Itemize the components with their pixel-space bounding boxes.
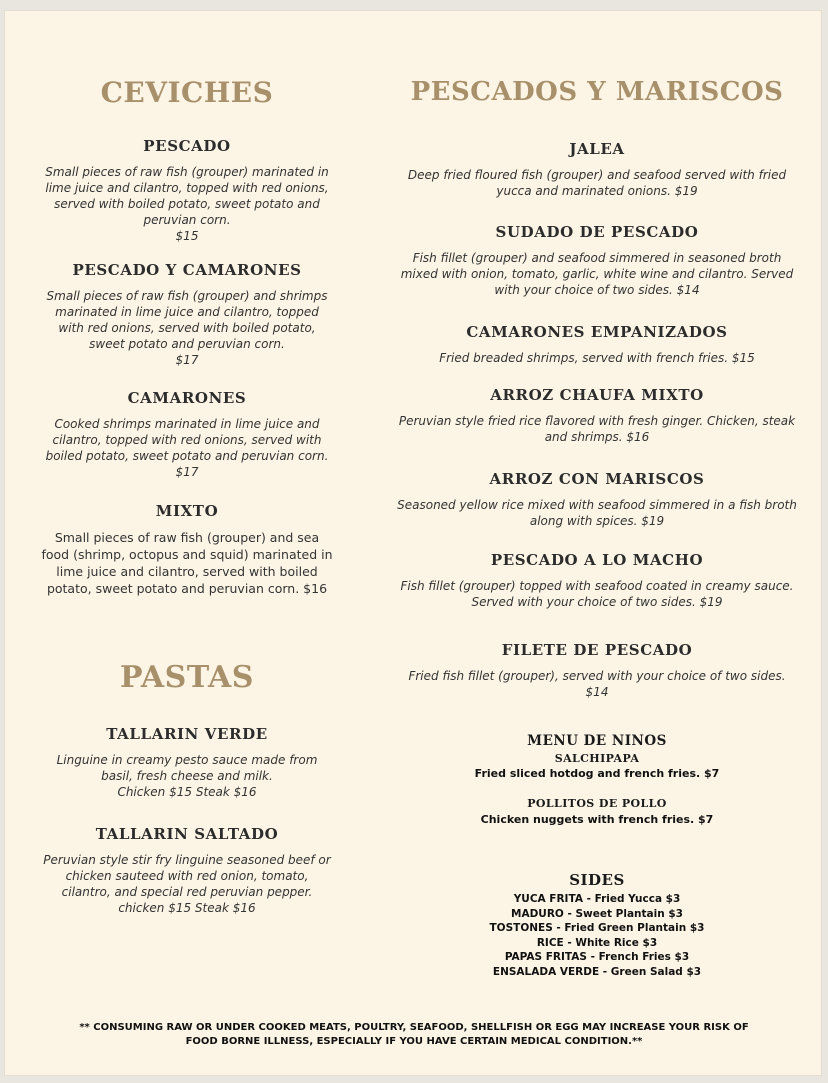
ceviches-title: CEVICHES [100,76,274,109]
menu-item-arroz-con-mariscos [397,472,797,529]
sides-list [397,892,797,979]
item-description: Fried fish fillet (grouper), served with your choice of two sides. [408,669,786,683]
item-name: PESCADO [143,137,231,155]
pastas-title: PASTAS [120,660,254,695]
item-name: PESCADO A LO MACHO [490,551,704,569]
menu-page [4,10,822,1076]
kids-item-name: POLLITOS DE POLLO [527,797,667,810]
kids-menu-title: MENU DE NINOS [527,733,667,749]
item-description: Fish fillet (grouper) and seafood simmered in seasoned broth mixed with onion, tomato, garlic, white wine and cilantro. Served with your choice of two sides. $14 [400,251,794,297]
side-item: RICE - White Rice $3 [536,936,658,949]
item-description: Small pieces of raw fish (grouper) and sea food (shrimp, octopus and squid) marinated in lime juice and cilantro, served with boiled potato, sweet potato and peruvian corn. $16 [41,530,333,596]
menu-item-pescado [41,139,333,244]
item-description: Small pieces of raw fish (grouper) and shrimps marinated in lime juice and cilantro, topped with red onions, served with boiled potato, sweet potato and peruvian corn. [46,289,328,351]
menu-item-mixto [41,504,333,597]
menu-item-sudado-de-pescado [397,225,797,298]
item-name: CAMARONES EMPANIZADOS [466,323,728,341]
disclaimer [25,1021,803,1049]
ceviches-section [41,76,333,109]
side-item: MADURO - Sweet Plantain $3 [511,907,683,920]
kids-menu-section [397,733,797,827]
sides-title: SIDES [569,871,625,889]
menu-item-filete-de-pescado [397,643,797,700]
pastas-section [41,660,333,695]
menu-item-camarones [41,391,333,480]
menu-item-pescado-y-camarones [41,263,333,368]
item-name: FILETE DE PESCADO [501,641,693,659]
item-name: TALLARIN SALTADO [95,825,279,843]
item-name: PESCADO Y CAMARONES [72,261,302,279]
menu-item-pescado-a-lo-macho [397,553,797,610]
item-description: Peruvian style fried rice flavored with fresh ginger. Chicken, steak and shrimps. $16 [398,414,796,444]
kids-item-description: Fried sliced hotdog and french fries. $7 [474,767,720,780]
item-price: chicken $15 Steak $16 [118,901,256,915]
kids-item-name: SALCHIPAPA [554,752,640,765]
menu-item-tallarin-verde [41,727,333,800]
item-price: $14 [585,685,609,699]
item-description: Linguine in creamy pesto sauce made from basil, fresh cheese and milk. [56,753,318,783]
side-item: ENSALADA VERDE - Green Salad $3 [492,965,702,978]
menu-item-camarones-empanizados [397,325,797,366]
item-name: JALEA [569,140,625,158]
pescados-section [397,79,797,105]
disclaimer-line: FOOD BORNE ILLNESS, ESPECIALLY IF YOU HAVE CERTAIN MEDICAL CONDITION.** [185,1036,643,1047]
kids-item-description: Chicken nuggets with french fries. $7 [480,813,714,826]
item-description: Peruvian style stir fry linguine seasoned beef or chicken sauteed with red onion, tomato, cilantro, and special red peruvian pepper. [43,853,331,899]
item-description: Fish fillet (grouper) topped with seafood coated in creamy sauce. Served with your choice of two sides. $19 [400,579,794,609]
menu-item-arroz-chaufa-mixto [397,388,797,445]
sides-section [397,871,797,979]
menu-item-jalea [397,142,797,199]
item-description: Fried breaded shrimps, served with french fries. $15 [439,351,755,365]
item-price: Chicken $15 Steak $16 [117,785,257,799]
item-name: ARROZ CHAUFA MIXTO [490,386,704,404]
item-name: CAMARONES [127,389,247,407]
menu-item-tallarin-saltado [41,827,333,916]
item-price: $15 [175,229,199,243]
item-name: TALLARIN VERDE [106,725,268,743]
item-name: SUDADO DE PESCADO [495,223,699,241]
item-name: MIXTO [155,502,219,520]
item-description: Small pieces of raw fish (grouper) marinated in lime juice and cilantro, topped with red onions, served with boiled potato, sweet potato and peruvian corn. [45,165,329,227]
pescados-title: PESCADOS Y MARISCOS [410,77,784,107]
side-item: PAPAS FRITAS - French Fries $3 [504,951,690,963]
item-price: $17 [175,353,199,367]
item-description: Cooked shrimps marinated in lime juice and cilantro, topped with red onions, served with boiled potato, sweet potato and peruvian corn. $17 [45,417,329,479]
side-item: TOSTONES - Fried Green Plantain $3 [489,922,705,934]
item-description: Deep fried floured fish (grouper) and seafood served with fried yucca and marinated onions. $19 [407,168,787,198]
item-description: Seasoned yellow rice mixed with seafood simmered in a fish broth along with spices. $19 [397,498,797,528]
side-item: YUCA FRITA - Fried Yucca $3 [513,893,681,905]
disclaimer-line: ** CONSUMING RAW OR UNDER COOKED MEATS, POULTRY, SEAFOOD, SHELLFISH OR EGG MAY INCREASE YOUR RISK OF [79,1022,749,1033]
item-name: ARROZ CON MARISCOS [489,470,705,488]
